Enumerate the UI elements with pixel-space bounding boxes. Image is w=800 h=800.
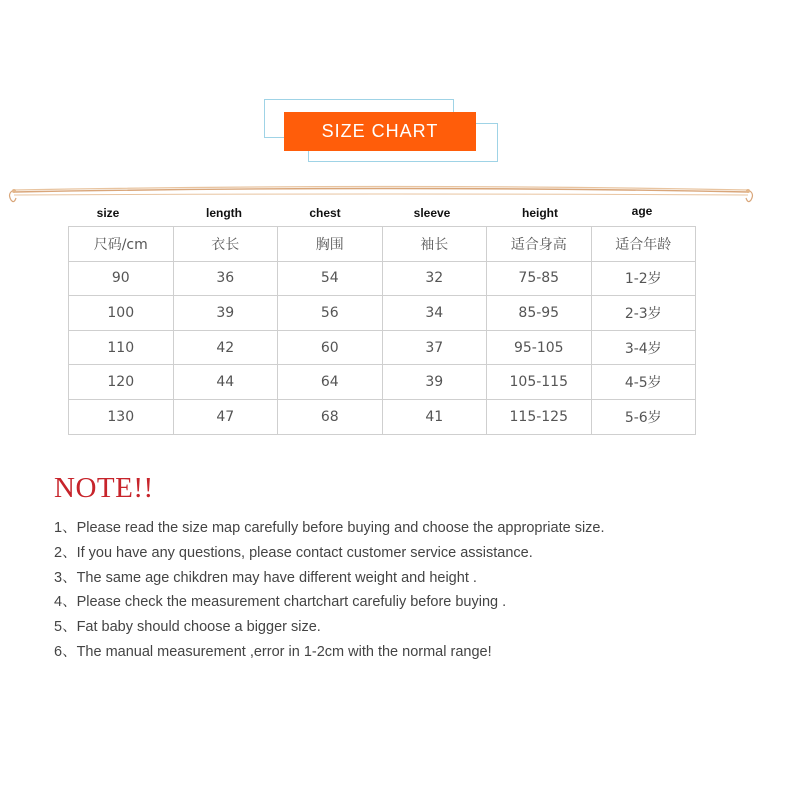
table-cell: 42 (173, 330, 278, 365)
table-cell: 47 (173, 399, 278, 434)
note-item: 4、Please check the measurement chartchart carefuliy before buying . (54, 594, 507, 611)
table-cell: 56 (278, 296, 383, 331)
size-chart-banner (284, 112, 476, 151)
size-chart-title: SIZE CHART (321, 121, 439, 141)
table-header-cell: 袖长 (382, 227, 487, 262)
table-row (69, 330, 696, 365)
table-cell: 37 (382, 330, 487, 365)
table-cell: 5-6岁 (591, 399, 696, 434)
table-cell: 64 (278, 365, 383, 400)
table-cell: 68 (278, 399, 383, 434)
table-cell: 39 (382, 365, 487, 400)
table-cell: 60 (278, 330, 383, 365)
table-cell: 36 (173, 261, 278, 296)
header-chest: chest (309, 206, 341, 220)
table-header-cell: 适合年龄 (591, 227, 696, 262)
table-cell: 120 (69, 365, 174, 400)
note-item: 6、The manual measurement ,error in 1-2cm with the normal range! (54, 643, 492, 660)
table-cell: 3-4岁 (591, 330, 696, 365)
table-cell: 95-105 (487, 330, 592, 365)
table-row (69, 261, 696, 296)
table-cell: 32 (382, 261, 487, 296)
english-header-row (68, 206, 696, 224)
table-cell: 34 (382, 296, 487, 331)
header-size: size (96, 206, 120, 220)
note-item: 5、Fat baby should choose a bigger size. (54, 619, 321, 636)
table-row (69, 365, 696, 400)
note-title: NOTE!! (54, 472, 154, 504)
note-item: 2、If you have any questions, please contact customer service assistance. (54, 544, 533, 561)
table-row (69, 296, 696, 331)
table-cell: 105-115 (487, 365, 592, 400)
table-header-cell: 衣长 (173, 227, 278, 262)
table-cell: 75-85 (487, 261, 592, 296)
note-item: 3、The same age chikdren may have different weight and height . (54, 569, 477, 586)
table-cell: 115-125 (487, 399, 592, 434)
table-header-row (69, 227, 696, 262)
table-header-cell: 胸围 (278, 227, 383, 262)
table-cell: 110 (69, 330, 174, 365)
table-cell: 4-5岁 (591, 365, 696, 400)
table-cell: 85-95 (487, 296, 592, 331)
table-cell: 39 (173, 296, 278, 331)
table-header-cell: 尺码/cm (69, 227, 174, 262)
note-item: 1、Please read the size map carefully before buying and choose the appropriate size. (54, 520, 605, 536)
table-cell: 54 (278, 261, 383, 296)
table-cell: 41 (382, 399, 487, 434)
table-cell: 130 (69, 399, 174, 434)
header-age: age (631, 204, 653, 218)
table-header-cell: 适合身高 (487, 227, 592, 262)
table-cell: 1-2岁 (591, 261, 696, 296)
size-table (68, 226, 696, 435)
table-cell: 44 (173, 365, 278, 400)
table-row (69, 399, 696, 434)
note-list (54, 518, 605, 667)
table-cell: 2-3岁 (591, 296, 696, 331)
table-cell: 90 (69, 261, 174, 296)
header-sleeve: sleeve (413, 206, 451, 220)
header-height: height (522, 206, 558, 220)
table-cell: 100 (69, 296, 174, 331)
header-length: length (206, 206, 242, 220)
